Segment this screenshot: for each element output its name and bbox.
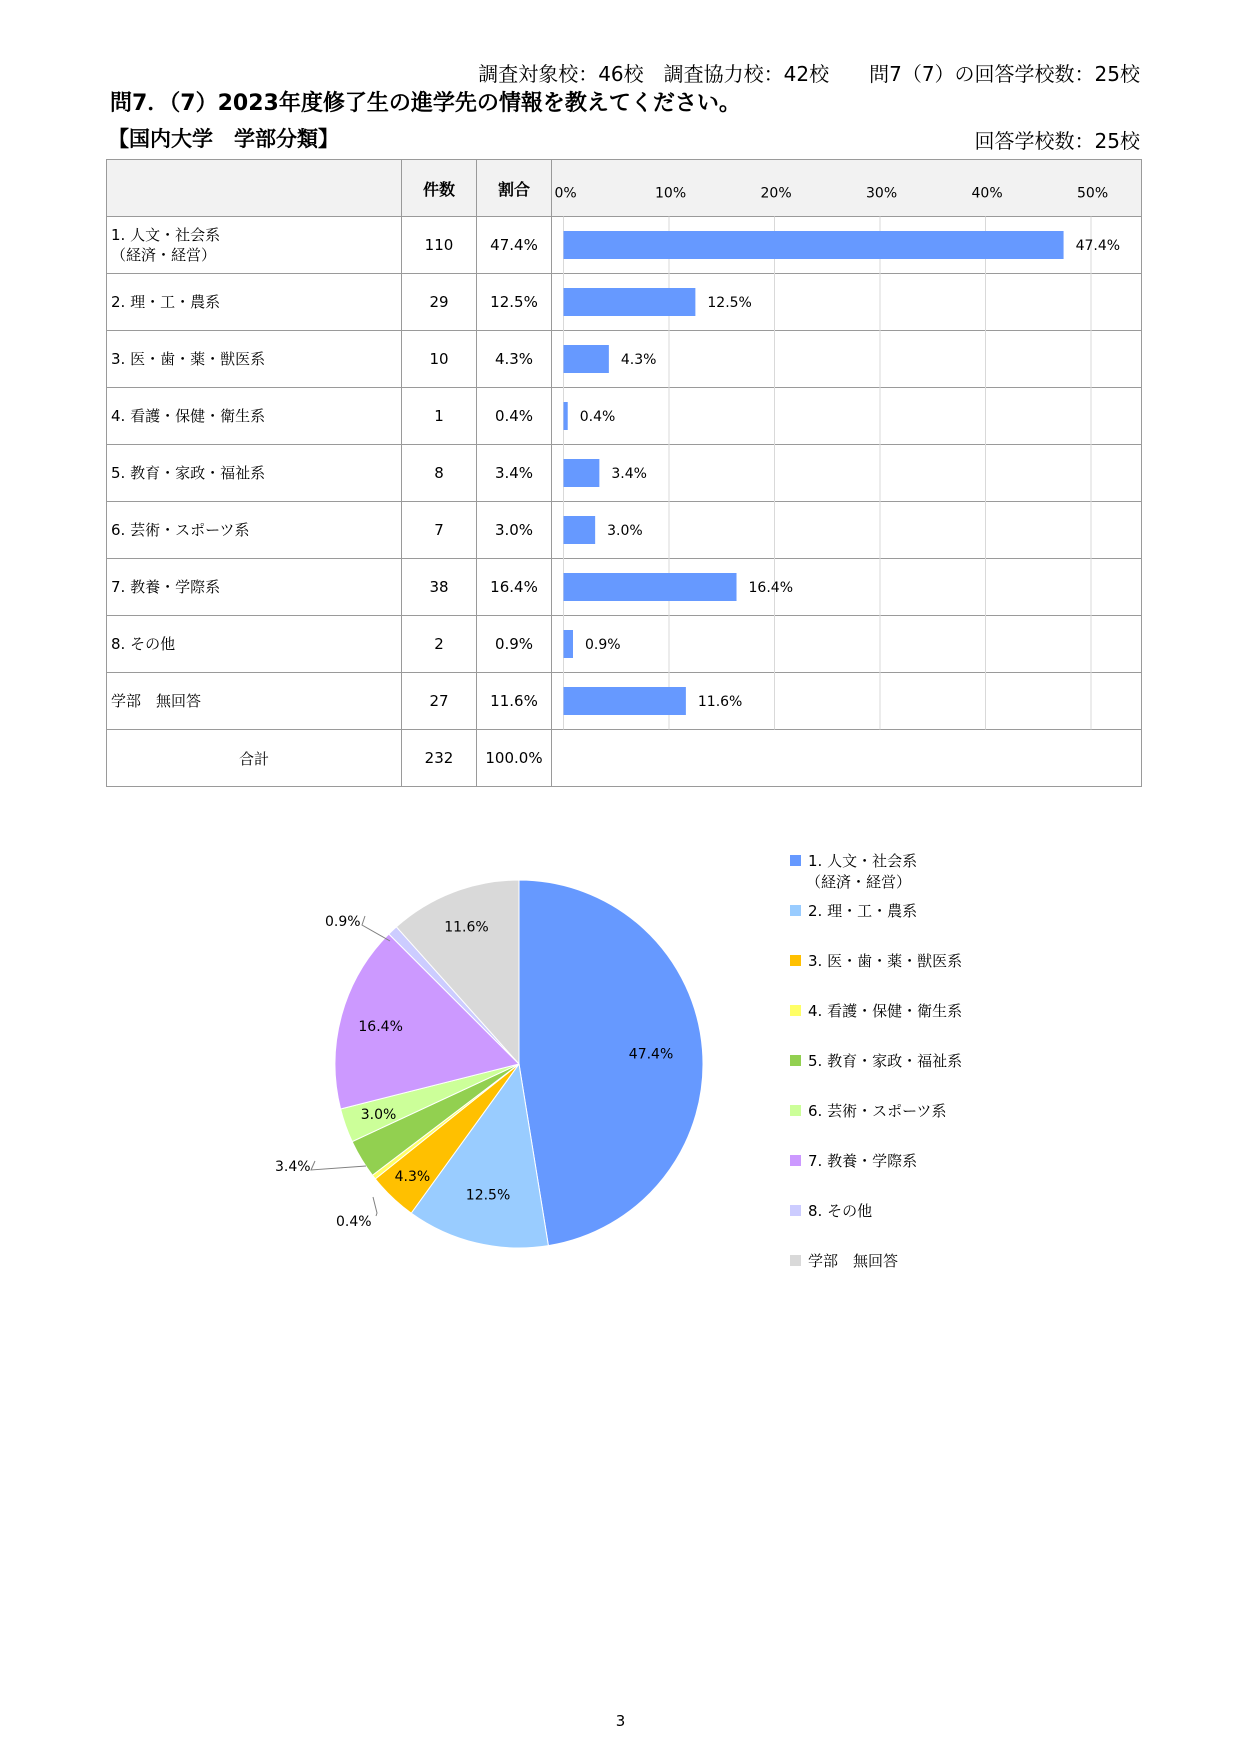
row-pct: 11.6% — [477, 673, 552, 730]
legend-swatch — [790, 1155, 801, 1166]
row-label: 6. 芸術・スポーツ系 — [107, 502, 402, 559]
row-pct: 0.9% — [477, 616, 552, 673]
row-count: 38 — [402, 559, 477, 616]
bar-value-label: 3.0% — [607, 523, 643, 539]
bar-value-label: 0.4% — [579, 409, 616, 425]
axis-tick-label: 50% — [1077, 185, 1109, 202]
bar-value-label: 47.4% — [1075, 238, 1121, 254]
pie-value-label: 11.6% — [444, 919, 489, 936]
legend-label-sub: （経済・経営） — [806, 873, 912, 891]
row-pct: 3.4% — [477, 445, 552, 502]
bar-value-label: 4.3% — [620, 352, 657, 368]
pie-value-label: 3.0% — [360, 1106, 397, 1123]
total-label: 合計 — [107, 730, 402, 787]
row-pct: 12.5% — [477, 274, 552, 331]
survey-info: 調査対象校：46校 調査協力校：42校 問7（7）の回答学校数：25校 — [478, 62, 1140, 86]
header-count: 件数 — [402, 160, 477, 217]
legend-label: 6. 芸術・スポーツ系 — [808, 1102, 947, 1120]
legend-label: 2. 理・工・農系 — [808, 902, 918, 920]
legend-swatch — [790, 1255, 801, 1266]
axis-tick-label: 20% — [760, 185, 792, 202]
row-count: 110 — [402, 217, 477, 274]
legend-label: 5. 教育・家政・福祉系 — [808, 1052, 963, 1070]
row-count: 1 — [402, 388, 477, 445]
row-pct: 16.4% — [477, 559, 552, 616]
row-label: 学部 無回答 — [107, 673, 402, 730]
row-count: 10 — [402, 331, 477, 388]
legend-swatch — [790, 1105, 801, 1116]
row-pct: 3.0% — [477, 502, 552, 559]
row-pct: 47.4% — [477, 217, 552, 274]
section-title: 【国内大学 学部分類】 — [108, 127, 339, 151]
row-label: 1. 人文・社会系 — [111, 226, 221, 244]
legend-label: 8. その他 — [808, 1202, 873, 1220]
pie-value-label: 16.4% — [358, 1018, 403, 1035]
pie-value-label: 12.5% — [465, 1187, 511, 1204]
header-ratio: 割合 — [477, 160, 552, 217]
legend-label: 4. 看護・保健・衛生系 — [808, 1002, 963, 1020]
pie-leader-line — [311, 1161, 366, 1170]
legend-swatch — [790, 1205, 801, 1216]
question-title: 問7．（7）2023年度修了生の進学先の情報を教えてください。 — [110, 91, 741, 116]
pie-value-label: 0.4% — [336, 1214, 372, 1230]
legend-label: 学部 無回答 — [808, 1252, 899, 1270]
pie-value-label: 4.3% — [394, 1168, 431, 1185]
bar-value-label: 16.4% — [748, 580, 794, 596]
legend-label: 1. 人文・社会系 — [808, 852, 918, 870]
row-label: 4. 看護・保健・衛生系 — [107, 388, 402, 445]
row-label: 7. 教養・学際系 — [107, 559, 402, 616]
row-count: 27 — [402, 673, 477, 730]
legend-swatch — [790, 1055, 801, 1066]
row-count: 8 — [402, 445, 477, 502]
row-label-sub: （経済・経営） — [111, 246, 217, 264]
page-number: 3 — [615, 1712, 626, 1730]
legend-swatch — [790, 905, 801, 916]
row-label: 3. 医・歯・薬・獣医系 — [107, 331, 402, 388]
axis-tick-label: 40% — [971, 185, 1003, 202]
pie-value-label: 0.9% — [325, 914, 361, 930]
total-count: 232 — [402, 730, 477, 787]
bar-value-label: 3.4% — [611, 466, 647, 482]
legend-swatch — [790, 1005, 801, 1016]
legend-label: 3. 医・歯・薬・獣医系 — [808, 952, 963, 970]
pie-slice — [519, 880, 703, 1246]
total-pct: 100.0% — [477, 730, 552, 787]
row-label: 5. 教育・家政・福祉系 — [107, 445, 402, 502]
legend-swatch — [790, 855, 801, 866]
axis-tick-label: 10% — [655, 185, 687, 202]
row-count: 2 — [402, 616, 477, 673]
row-count: 7 — [402, 502, 477, 559]
pie-value-label: 47.4% — [628, 1046, 674, 1063]
pie-value-label: 3.4% — [275, 1159, 311, 1175]
bar-value-label: 12.5% — [707, 295, 752, 311]
row-pct: 0.4% — [477, 388, 552, 445]
row-label: 2. 理・工・農系 — [107, 274, 402, 331]
bar-value-label: 11.6% — [697, 694, 743, 710]
respondent-count: 回答学校数：25校 — [974, 129, 1140, 153]
legend-swatch — [790, 955, 801, 966]
row-pct: 4.3% — [477, 331, 552, 388]
bar-value-label: 0.9% — [584, 637, 621, 653]
axis-tick-label: 0% — [554, 185, 577, 202]
legend-label: 7. 教養・学際系 — [808, 1152, 918, 1170]
axis-tick-label: 30% — [866, 185, 898, 202]
row-count: 29 — [402, 274, 477, 331]
pie-leader-line — [373, 1197, 377, 1216]
row-label: 8. その他 — [107, 616, 402, 673]
